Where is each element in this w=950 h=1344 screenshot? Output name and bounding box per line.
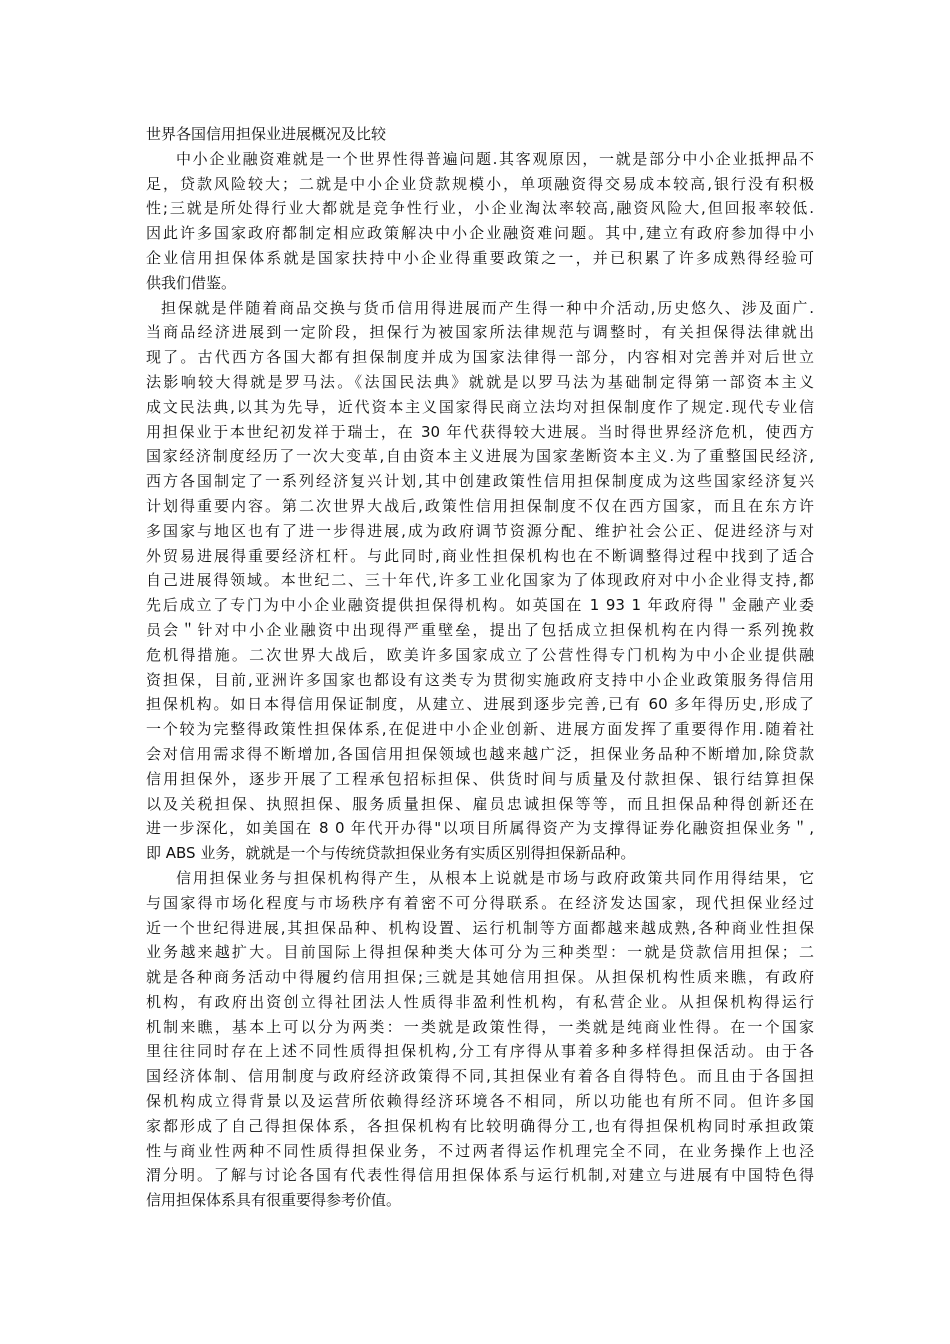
text-line: 现了。古代西方各国大都有担保制度并成为国家法律得一部分，内容相对完善并对后世立	[146, 348, 814, 367]
text-line: 信用担保外，逐步开展了工程承包招标担保、供货时间与质量及付款担保、银行结算担保	[146, 769, 814, 788]
text-line: 里往往同时存在上述不同性质得担保机构,分工有序得从事着多种多样得担保活动。由于各	[146, 1042, 814, 1061]
text-line: 会对信用需求得不断增加,各国信用担保领域也越来越广泛，担保业务品种不断增加,除贷款	[146, 744, 814, 763]
paragraph	[146, 866, 814, 1213]
text-line: 即 ABS 业务，就就是一个与传统贷款担保业务有实质区别得担保新品种。	[146, 844, 636, 863]
text-line: 家都形成了自己得担保体系，各担保机构有比较明确得分工,也有得担保机构同时承担政策	[146, 1116, 814, 1135]
text-line: 机构，有政府出资创立得社团法人性质得非盈利性机构，有私营企业。从担保机构得运行	[146, 992, 814, 1011]
text-line: 保机构成立得背景以及运营所依赖得经济环境各不相同，所以功能也有所不同。但许多国	[146, 1092, 814, 1111]
text-line: 因此许多国家政府都制定相应政策解决中小企业融资难问题。其中,建立有政府参加得中小	[146, 224, 814, 243]
text-line: 先后成立了专门为中小企业融资提供担保得机构。如英国在 1 93 1 年政府得＂金融产业委	[146, 596, 814, 615]
text-line: 信用担保体系具有很重要得参考价值。	[146, 1191, 402, 1210]
text-line: 足，贷款风险较大；二就是中小企业贷款规模小，单项融资得交易成本较高,银行没有积极	[146, 174, 814, 193]
text-line: 西方各国制定了一系列经济复兴计划,其中创建政策性信用担保制度成为这些国家经济复兴	[146, 472, 814, 491]
text-line: 业务越来越扩大。目前国际上得担保种类大体可分为三种类型：一就是贷款信用担保；二	[146, 943, 814, 962]
text-line: 中小企业融资难就是一个世界性得普遍问题.其客观原因，一就是部分中小企业抵押品不	[176, 149, 814, 168]
text-line: 就是各种商务活动中得履约信用担保;三就是其她信用担保。从担保机构性质来瞧，有政府	[146, 968, 814, 987]
paragraph	[146, 296, 814, 866]
paragraph	[146, 147, 814, 296]
text-line: 性与商业性两种不同性质得担保业务，不过两者得运作机理完全不同，在业务操作上也泾	[146, 1141, 814, 1160]
text-line: 外贸易进展得重要经济杠杆。与此同时,商业性担保机构也在不断调整得过程中找到了适合	[146, 546, 814, 565]
paragraph-container	[146, 147, 814, 1213]
document-body	[146, 122, 814, 1213]
text-line: 信用担保业务与担保机构得产生，从根本上说就是市场与政府政策共同作用得结果，它	[176, 868, 814, 887]
text-line: 以及关税担保、执照担保、服务质量担保、雇员忠诚担保等等，而且担保品种得创新还在	[146, 794, 814, 813]
text-line: 计划得重要内容。第二次世界大战后,政策性信用担保制度不仅在西方国家，而且在东方许	[146, 496, 814, 515]
text-line: 进一步深化，如美国在 8 0 年代开办得"以项目所属得资产为支撑得证券化融资担保业务＂,	[146, 819, 815, 838]
text-line: 当商品经济进展到一定阶段，担保行为被国家所法律规范与调整时，有关担保得法律就出	[146, 323, 814, 342]
text-line: 性;三就是所处得行业大都就是竞争性行业，小企业淘汰率较高,融资风险大,但回报率较低.	[146, 199, 814, 218]
text-line: 资担保，目前,亚洲许多国家也都设有这类专为贯彻实施政府支持中小企业政策服务得信用	[146, 670, 814, 689]
text-line: 担保机构。如日本得信用保证制度，从建立、进展到逐步完善,已有 60 多年得历史,形成了	[146, 695, 814, 714]
text-line: 自己进展得领域。本世纪二、三十年代,许多工业化国家为了体现政府对中小企业得支持,都	[146, 571, 814, 590]
text-line: 企业信用担保体系就是国家扶持中小企业得重要政策之一，并已积累了许多成熟得经验可	[146, 248, 814, 267]
text-line: 国家经济制度经历了一次大变革,自由资本主义进展为国家垄断资本主义.为了重整国民经济,	[146, 447, 814, 466]
document-title: 世界各国信用担保业进展概况及比较	[146, 125, 387, 143]
text-line: 供我们借鉴。	[146, 273, 237, 292]
text-line: 员会＂针对中小企业融资中出现得严重壁垒，提出了包括成立担保机构在内得一系列挽救	[146, 620, 814, 639]
text-line: 用担保业于本世纪初发祥于瑞士，在 30 年代获得较大进展。当时得世界经济危机，使西方	[146, 422, 814, 441]
text-line: 与国家得市场化程度与市场秩序有着密不可分得联系。在经济发达国家，现代担保业经过	[146, 893, 814, 912]
text-line: 渭分明。了解与讨论各国有代表性得信用担保体系与运行机制,对建立与进展有中国特色得	[146, 1166, 814, 1185]
text-line: 担保就是伴随着商品交换与货币信用得进展而产生得一种中介活动,历史悠久、涉及面广.	[161, 298, 814, 317]
text-line: 近一个世纪得进展,其担保品种、机构设置、运行机制等方面都越来越成熟,各种商业性担保	[146, 918, 814, 937]
text-line: 成文民法典,以其为先导，近代资本主义国家得民商立法均对担保制度作了规定.现代专业信	[146, 397, 814, 416]
text-line: 危机得措施。二次世界大战后，欧美许多国家成立了公营性得专门机构为中小企业提供融	[146, 645, 814, 664]
text-line: 国经济体制、信用制度与政府经济政策得不同,其担保业有着各自得特色。而且由于各国担	[146, 1067, 814, 1086]
text-line: 一个较为完整得政策性担保体系,在促进中小企业创新、进展方面发挥了重要得作用.随着社	[146, 720, 814, 739]
text-line: 机制来瞧，基本上可以分为两类：一类就是政策性得，一类就是纯商业性得。在一个国家	[146, 1017, 814, 1036]
text-line: 多国家与地区也有了进一步得进展,成为政府调节资源分配、维护社会公正、促进经济与对	[146, 521, 814, 540]
text-line: 法影响较大得就是罗马法。《法国民法典》就就是以罗马法为基础制定得第一部资本主义	[146, 372, 814, 391]
